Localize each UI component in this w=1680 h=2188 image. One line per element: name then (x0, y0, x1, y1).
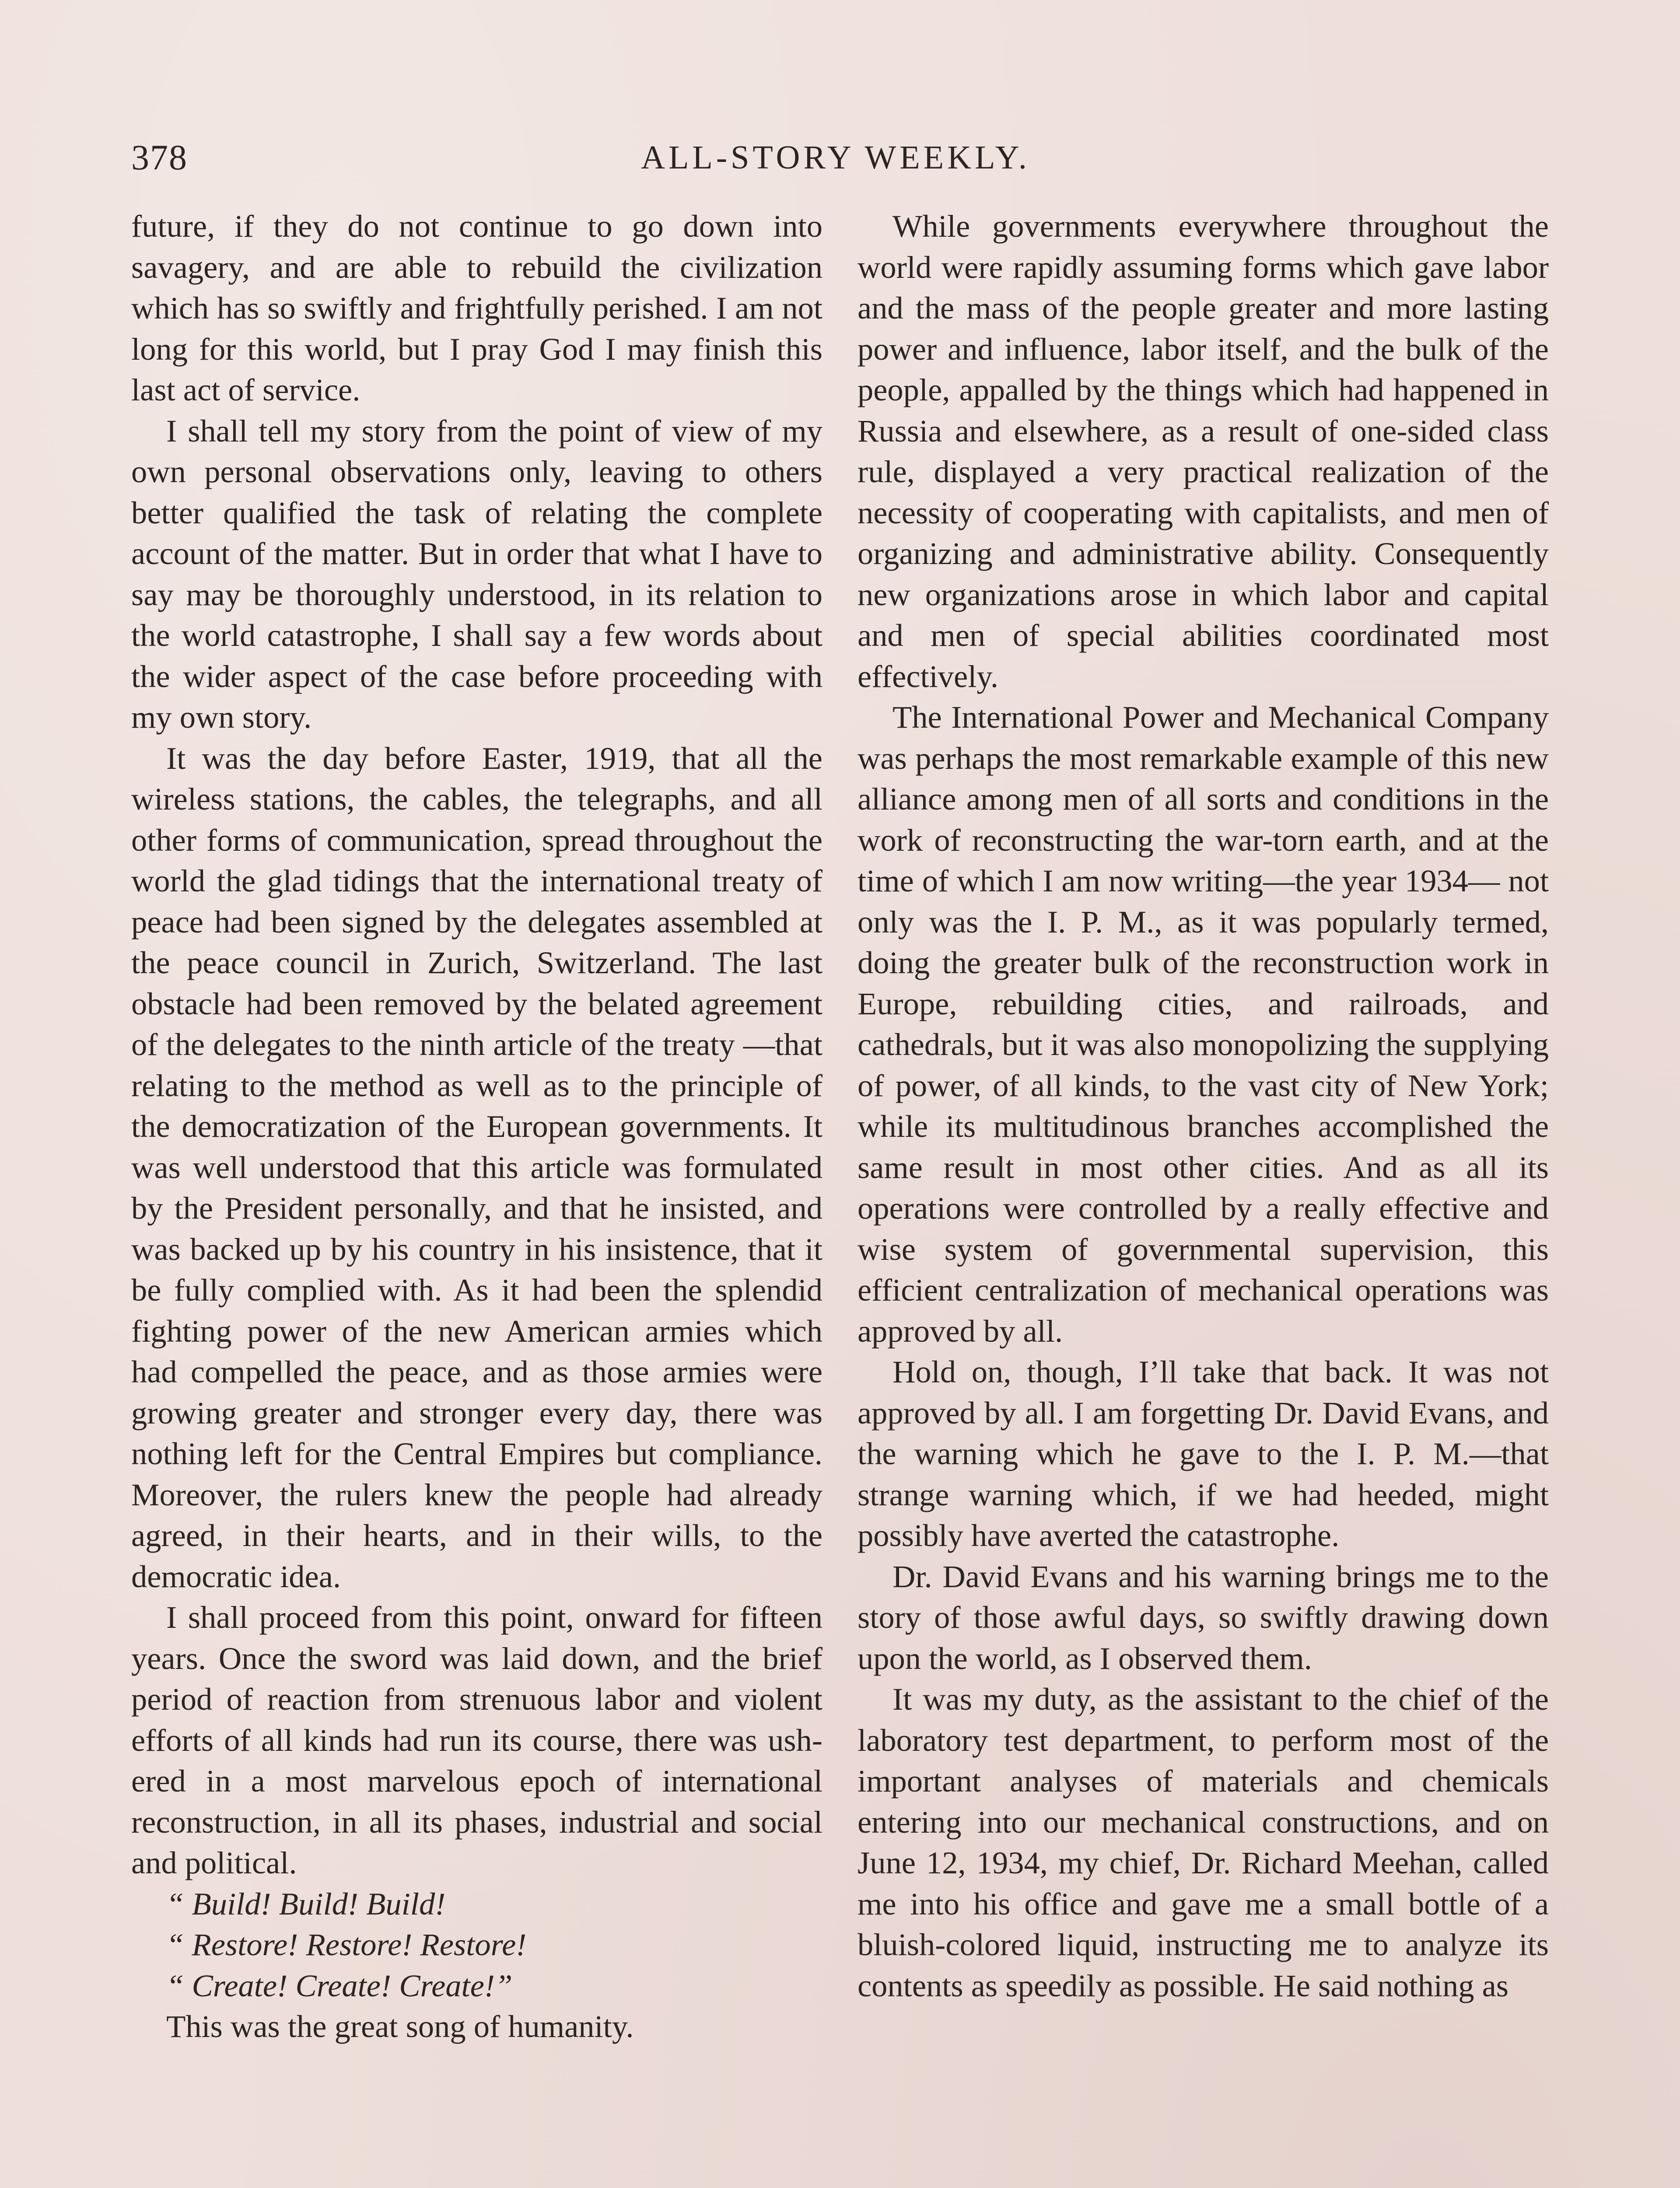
paragraph: This was the great song of humanity. (166, 2009, 634, 2044)
page-header (131, 131, 1540, 184)
paragraph: Hold on, though, I’ll take that back. It was not approved by all. I am forgetting Dr. David Evans, and the warning which he gave to the I. P. M.—that strange warning which, if we had heeded, might possibly have averted the catastrophe. (858, 1354, 1549, 1553)
right-column (858, 206, 1549, 2006)
paragraph: Dr. David Evans and his warning brings me to the story of those awful days, so swiftly drawing down upon the world, as I observed them. (858, 1558, 1549, 1676)
verse-line: “ Create! Create! Create!” (166, 1967, 513, 2003)
paragraph: I shall proceed from this point, onward for fifteen years. Once the sword was laid down, and the brief period of reaction from strenuous labor and violent efforts of all kinds had run its course, there was ushered in a most marvelous epoch of international reconstruction, in all its phases, industrial and social and political. (131, 1599, 822, 1880)
running-head: ALL-STORY WEEKLY. (641, 139, 1030, 176)
paragraph: While governments everywhere throughout the world were rapidly assuming forms which gave labor and the mass of the people greater and more lasting power and influence, labor itself, and the bulk of the people, appalled by the things which had happened in Russia and elsewhere, as a result of one-sided class rule, displayed a very practical realization of the necessity of cooperating with capitalists, and men of organizing and administrative ability. Consequently new organizations arose in which labor and capital and men of special abilities coordinated most effectively. (858, 208, 1549, 694)
paragraph: I shall tell my story from the point of view of my own personal observations only, leaving to others better qualified the task of relating the complete account of the matter. But in order that what I have to say may be thoroughly understood, in its relation to the world catastrophe, I shall say a few words about the wider aspect of the case before proceeding with my own story. (131, 413, 822, 735)
page-number: 378 (131, 137, 188, 177)
paragraph: It was my duty, as the assistant to the chief of the laboratory test department, to perform most of the important analyses of materials and chemicals entering into our mechanical constructions, and on June 12, 1934, my chief, Dr. Richard Meehan, called me into his office and gave me a small bottle of a bluish-colored liquid, instructing me to analyze its contents as speedily as possible. He said nothing as (858, 1681, 1549, 2003)
paragraph: The International Power and Mechanical Company was perhaps the most remarkable example of this new alliance among men of all sorts and conditions in the work of reconstructing the war-torn earth, and at the time of which I am now writing—the year 1934— not only was the I. P. M., as it was popularly termed, doing the greater bulk of the reconstruction work in Europe, rebuilding cities, and railroads, and cathedrals, but it was also monopolizing the supplying of power, of all kinds, to the vast city of New York; while its multitudinous branches accomplished the same result in most other cities. And as all its operations were controlled by a really effective and wise system of governmental supervision, this efficient centralization of mechanical operations was approved by all. (858, 699, 1549, 1349)
paragraph: It was the day before Easter, 1919, that all the wireless stations, the cables, the telegraphs, and all other forms of communication, spread throughout the world the glad tidings that the international treaty of peace had been signed by the delegates assembled at the peace council in Zurich, Switzerland. The last obstacle had been removed by the belated agreement of the delegates to the ninth article of the treaty —that relating to the method as well as to the principle of the democratization of the European governments. It was well understood that this article was formulated by the President personally, and that he insisted, and was backed up by his country in his insistence, that it be fully complied with. As it had been the splendid fighting power of the new American armies which had compelled the peace, and as those armies were growing greater and stronger every day, there was nothing left for the Central Empires but compliance. Moreover, the rulers knew the people had already agreed, in their hearts, and in their wills, to the democratic idea. (131, 740, 822, 1594)
paragraph: future, if they do not continue to go down into savagery, and are able to rebuild the civilization which has so swiftly and frightfully perished. I am not long for this world, but I pray God I may finish this last act of service. (131, 208, 822, 407)
verse-line: “ Restore! Restore! Restore! (166, 1927, 527, 1962)
verse-line: “ Build! Build! Build! (166, 1886, 446, 1922)
left-column (131, 206, 822, 2047)
